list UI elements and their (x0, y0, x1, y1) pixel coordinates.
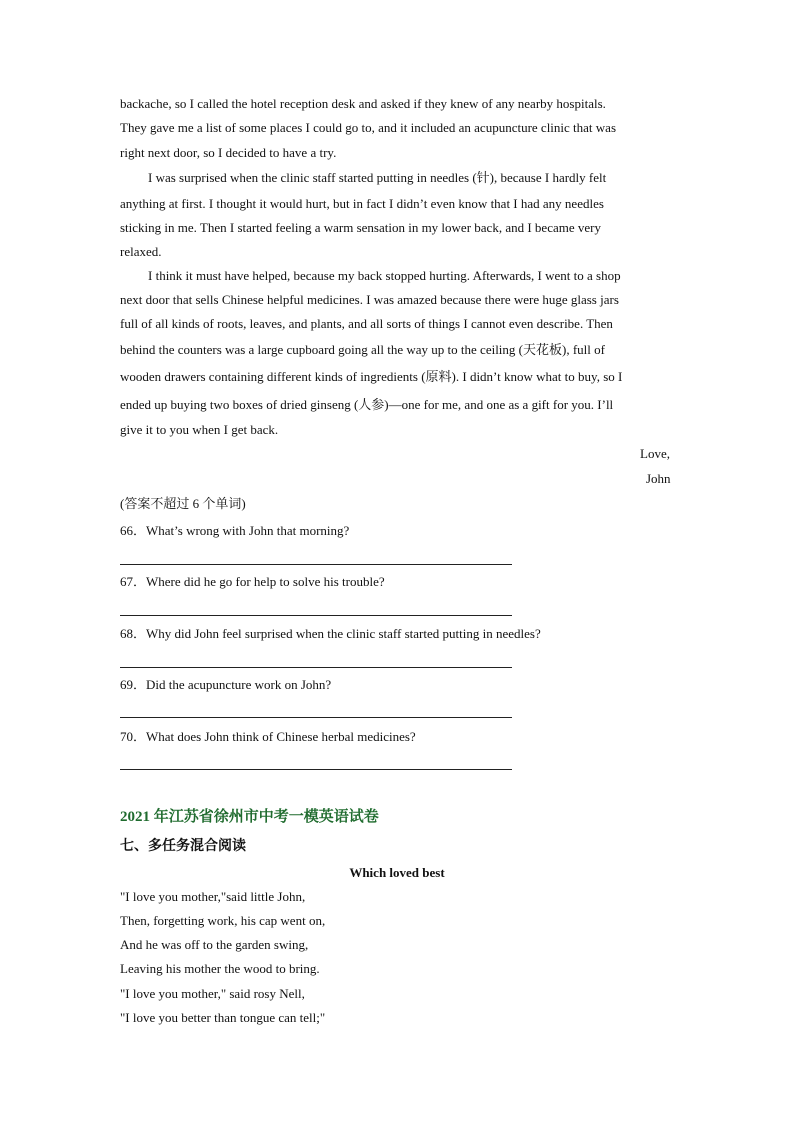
poem-title: Which loved best (349, 865, 445, 880)
letter-closing: Love, (640, 446, 670, 461)
question-66: 66．What’s wrong with John that morning? (120, 523, 350, 538)
poem-line: "I love you mother,"said little John, (120, 889, 306, 904)
letter-line: They gave me a list of some places I could go to, and it included an acupuncture clinic that was (120, 120, 617, 135)
answer-line-69[interactable] (120, 717, 512, 718)
answer-note: (答案不超过 6 个单词) (120, 496, 246, 511)
section-title: 七、多任务混合阅读 (120, 839, 246, 854)
letter-line: behind the counters was a large cupboard going all the way up to the ceiling (天花板), full of (120, 342, 605, 357)
letter-line: relaxed. (120, 244, 162, 259)
answer-line-68[interactable] (120, 667, 512, 668)
letter-line: I think it must have helped, because my back stopped hurting. Afterwards, I went to a shop (148, 268, 621, 283)
letter-line: give it to you when I get back. (120, 422, 279, 437)
question-67: 67．Where did he go for help to solve his trouble? (120, 574, 385, 589)
exam-title: 2021 年江苏省徐州市中考一模英语试卷 (120, 809, 379, 825)
letter-line: sticking in me. Then I started feeling a warm sensation in my lower back, and I became very (120, 220, 601, 235)
poem-line: "I love you better than tongue can tell;" (120, 1010, 326, 1025)
answer-line-70[interactable] (120, 769, 512, 770)
letter-line: backache, so I called the hotel reception desk and asked if they knew of any nearby hospitals. (120, 96, 606, 111)
question-68: 68．Why did John feel surprised when the clinic staff started putting in needles? (120, 626, 541, 641)
answer-line-66[interactable] (120, 564, 512, 565)
poem-line: Then, forgetting work, his cap went on, (120, 913, 326, 928)
question-70: 70．What does John think of Chinese herbal medicines? (120, 729, 416, 744)
letter-line: anything at first. I thought it would hurt, but in fact I didn’t even know that I had any needles (120, 196, 604, 211)
letter-line: wooden drawers containing different kinds of ingredients (原料). I didn’t know what to buy, so I (120, 369, 623, 384)
letter-line: I was surprised when the clinic staff started putting in needles (针), because I hardly felt (148, 170, 607, 185)
poem-line: Leaving his mother the wood to bring. (120, 961, 320, 976)
letter-line: full of all kinds of roots, leaves, and plants, and all sorts of things I cannot even describe. Then (120, 316, 613, 331)
letter-signature: John (646, 471, 671, 486)
answer-line-67[interactable] (120, 615, 512, 616)
question-69: 69．Did the acupuncture work on John? (120, 677, 332, 692)
poem-line: "I love you mother," said rosy Nell, (120, 986, 305, 1001)
letter-line: ended up buying two boxes of dried ginseng (人参)—one for me, and one as a gift for you. I’ll (120, 397, 614, 412)
poem-line: And he was off to the garden swing, (120, 937, 309, 952)
letter-line: right next door, so I decided to have a try. (120, 145, 337, 160)
letter-line: next door that sells Chinese helpful medicines. I was amazed because there were huge glass jars (120, 292, 619, 307)
